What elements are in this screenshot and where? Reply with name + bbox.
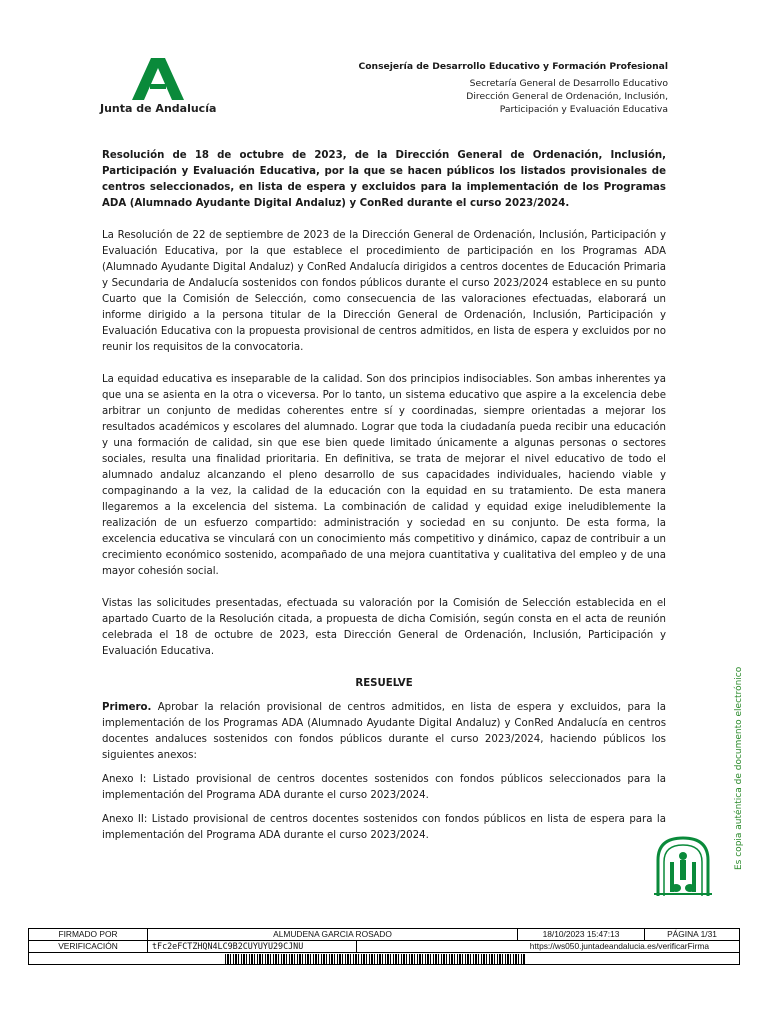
verification-code: tFc2eFCTZHQN4LC9B2CUYUYU29CJNU <box>148 941 357 953</box>
logo-text: Junta de Andalucía <box>100 102 217 115</box>
verification-label: VERIFICACIÓN <box>29 941 148 953</box>
verification-url[interactable]: https://ws050.juntadeandalucia.es/verificarFirma <box>357 941 740 953</box>
paragraph-2: La equidad educativa es inseparable de la calidad. Son dos principios indisociables. Son ambas inherentes ya que una se asienta en la otra o viceversa. Por lo tanto, un sistema educativo que aspire a la excelencia debe arbitrar un conjunto de medidas coherentes entre sí y coordinadas, siempre orientadas a mejorar los resultados académicos y escolares del alumnado. Lograr que toda la ciudadanía pueda recibir una educación y una formación de calidad, sin que ese bien quede limitado únicamente a algunas personas o sectores sociales, resulta una finalidad prioritaria. En definitiva, se trata de mejorar el nivel educativo de todo el alumnado andaluz alcanzando el pleno desarrollo de sus capacidades individuales, haciendo viable y compaginando a la vez, la calidad de la educación con la equidad en su tratamiento. De esta manera llegaremos a la excelencia del sistema. La combinación de calidad y equidad exige ineludiblemente la realización de un esfuerzo compartido: administración y sociedad en su conjunto. De esta forma, la excelencia educativa se vinculará con un conocimiento más competitivo y dinámico, capaz de contribuir a un crecimiento económico sostenido, acompañado de una mejora cuantitativa y cualitativa del empleo y de una mayor cohesión social. <box>102 374 666 577</box>
junta-a-logo-icon <box>132 58 184 100</box>
header-line-2: Dirección General de Ordenación, Inclusión, <box>466 91 668 102</box>
firmado-label: FIRMADO POR <box>29 929 148 941</box>
authentic-copy-note: Es copia auténtica de documento electrónico <box>734 666 744 870</box>
department-header <box>358 60 668 116</box>
signature-datetime: 18/10/2023 15:47:13 <box>518 929 645 941</box>
document-title: Resolución de 18 de octubre de 2023, de la Dirección General de Ordenación, Inclusión, Participación y Evaluación Educativa, por la que se hacen públicos los listados provisionales de centros seleccionados, en lista de espera y excluidos para la implementación de los Programas ADA (Alumnado Ayudante Digital Andaluz) y ConRed durante el curso 2023/2024. <box>102 150 666 209</box>
consejeria-name: Consejería de Desarrollo Educativo y Formación Profesional <box>358 61 668 72</box>
paragraph-1: La Resolución de 22 de septiembre de 2023 de la Dirección General de Ordenación, Inclusión, Participación y Evaluación Educativa, por la que establece el procedimiento de participación en los Programas ADA (Alumnado Ayudante Digital Andaluz) y ConRed Andalucía dirigidos a centros docentes de Educación Primaria y Secundaria de Andalucía sostenidos con fondos públicos durante el curso 2023/2024 establece en su punto Cuarto que la Comisión de Selección, como consecuencia de las valoraciones efectuadas, elaborará un informe dirigido a la persona titular de la Dirección General de Ordenación, Inclusión, Participación y Evaluación Educativa con la propuesta provisional de centros admitidos, en lista de espera y excluidos por no reunir los requisitos de la convocatoria. <box>102 230 666 353</box>
barcode-icon <box>225 954 525 964</box>
signer-name: ALMUDENA GARCIA ROSADO <box>148 929 518 941</box>
anexo-1: Anexo I: Listado provisional de centros docentes sostenidos con fondos públicos seleccionados para la implementación del Programa ADA durante el curso 2023/2024. <box>102 774 666 801</box>
junta-logo <box>100 58 216 116</box>
header-line-1: Secretaría General de Desarrollo Educativo <box>469 78 668 89</box>
header-line-3: Participación y Evaluación Educativa <box>499 104 668 115</box>
signature-table <box>28 928 740 965</box>
barcode-row <box>29 953 740 965</box>
resuelve-heading: RESUELVE <box>355 678 413 689</box>
anexo-2: Anexo II: Listado provisional de centros docentes sostenidos con fondos públicos en lista de espera para la implementación del Programa ADA durante el curso 2023/2024. <box>102 814 666 841</box>
paragraph-3: Vistas las solicitudes presentadas, efectuada su valoración por la Comisión de Selección establecida en el apartado Cuarto de la Resolución citada, a propuesta de dicha Comisión, según consta en el acta de reunión celebrada el 18 de octubre de 2023, esta Dirección General de Ordenación, Inclusión, Participación y Evaluación Educativa. <box>102 598 666 657</box>
primero-text: Aprobar la relación provisional de centros admitidos, en lista de espera y excluidos, para la implementación de los Programas ADA (Alumnado Ayudante Digital Andaluz) y ConRed Andalucía en centros docentes andaluces sostenidos con fondos públicos durante el curso 2023/2024, haciendo públicos los siguientes anexos: <box>102 702 666 761</box>
signature-row <box>29 929 740 941</box>
document-body <box>102 148 666 844</box>
andalucia-emblem-icon <box>650 836 716 896</box>
primero-paragraph <box>102 700 666 764</box>
verification-row <box>29 941 740 953</box>
primero-label: Primero. <box>102 702 152 713</box>
page-count: PÁGINA 1/31 <box>645 929 740 941</box>
